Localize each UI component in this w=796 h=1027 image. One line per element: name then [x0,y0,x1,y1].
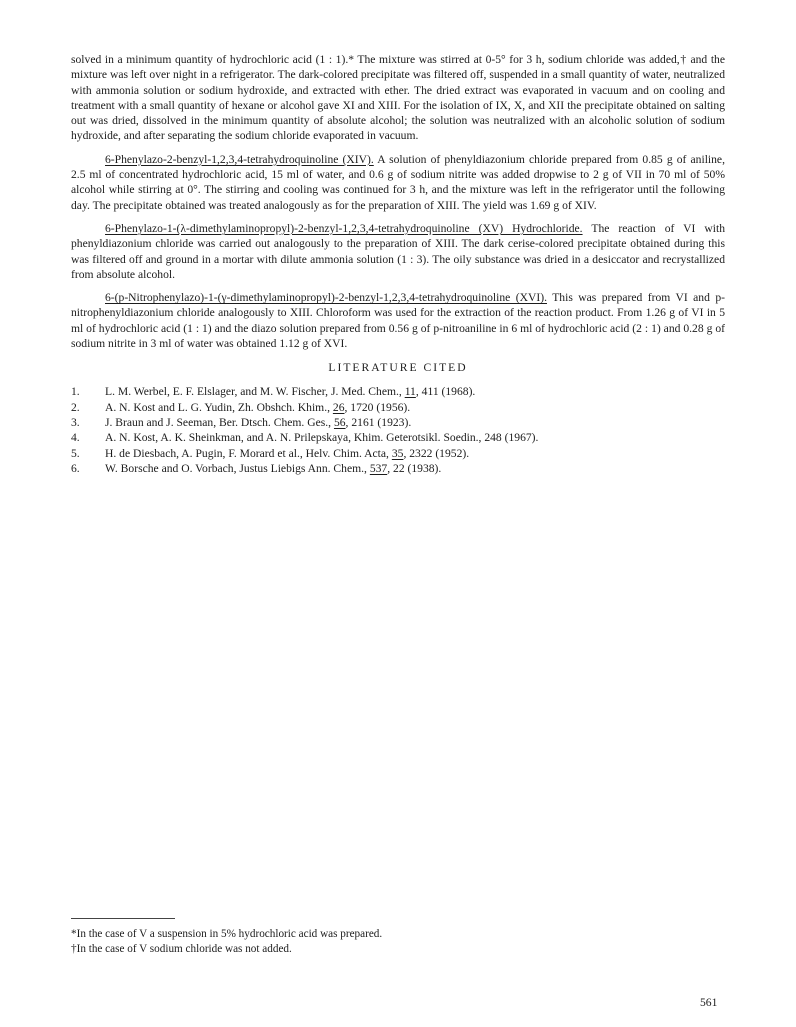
compound-xv-body: The reaction of VI with phenyldiazonium chloride was carried out analogously to the preparation of XIII. The dark cerise-colored precipitate obtained during this was filtered off and ground in a mortar with dilute ammonia solution (1 : 3). The oily substance was dried in a desiccator and recrystallized from absolute alcohol. [71,221,726,281]
reference-number: 6. [71,461,80,475]
reference-item [71,461,725,476]
reference-item [71,446,725,461]
compound-xvi-title: 6-(p-Nitrophenylazo)-1-(γ-dimethylaminopropyl)-2-benzyl-1,2,3,4-tetrahydroquinoline (XVI). [105,291,547,305]
reference-number: 4. [71,431,80,445]
reference-volume: 26 [332,400,345,414]
compound-xiv-title: 6-Phenylazo-2-benzyl-1,2,3,4-tetrahydroquinoline (XIV). [105,152,374,166]
reference-citation: J. Braun and J. Seeman, Ber. Dtsch. Chem. Ges., [105,415,334,429]
compound-xiv-body: A solution of phenyldiazonium chloride prepared from 0.85 g of aniline, 2.5 ml of concentrated hydrochloric acid, 15 ml of water, and 0.6 g of sodium nitrite was added dropwise to 2 g of VII in 70 ml of 50% alcohol while stirring at 0°. The stirring and cooling was continued for 3 h, and the mixture was left in the refrigerator until the following day. The precipitate obtained was treated analogously as for the preparation of XIII. The yield was 1.69 g of XIV. [71,152,725,212]
reference-pages: , 2322 (1952). [403,446,470,460]
reference-citation: H. de Diesbach, A. Pugin, F. Morard et al., Helv. Chim. Acta, [105,446,392,460]
reference-volume: 56 [333,415,346,429]
reference-citation: A. N. Kost, A. K. Sheinkman, and A. N. Prilepskaya, Khim. Geterotsikl. Soedin., 248 (1967). [105,431,539,445]
footnote-divider [71,918,175,919]
reference-text [105,446,725,461]
reference-item [71,400,725,415]
compound-xvi-body: This was prepared from VI and p-nitrophenyldiazonium chloride analogously to XIII. Chloroform was used for the extraction of the reaction product. From 1.26 g of VI in 5 ml of hydrochloric acid (1 : 1) and the diazo solution prepared from 0.56 g of p-nitroaniline in 6 ml of hydrochloric acid (2 : 1) and 0.28 g of sodium nitrite in 3 ml of water was obtained 1.12 g of XVI. [71,291,726,351]
reference-volume: 537 [369,461,388,475]
footnotes [71,918,725,957]
reference-number: 5. [71,446,80,460]
reference-citation: A. N. Kost and L. G. Yudin, Zh. Obshch. Khim., [105,400,333,414]
reference-text [105,430,725,445]
reference-number: 1. [71,385,80,399]
reference-item [71,384,725,399]
literature-cited-heading: LITERATURE CITED [328,361,468,375]
reference-text [105,415,725,430]
compound-xv-title: 6-Phenylazo-1-(λ-dimethylaminopropyl)-2-benzyl-1,2,3,4-tetrahydroquinoline (XV) Hydrochloride. [105,221,583,235]
page-body [71,52,725,476]
reference-number: 3. [71,415,80,429]
reference-pages: , 411 (1968). [415,385,476,399]
reference-citation: L. M. Werbel, E. F. Elslager, and M. W. Fischer, J. Med. Chem., [105,385,405,399]
paragraph-procedure-continued: solved in a minimum quantity of hydrochloric acid (1 : 1).* The mixture was stirred at 0-5° for 3 h, sodium chloride was added,† and the mixture was left over night in a refrigerator. The dark-colored precipitate was filtered off, suspended in a small quantity of water, neutralized with ammonia solution or sodium hydroxide, and extracted with ether. The dried extract was evaporated in vacuum and on cooling and treatment with a small quantity of hexane or alcohol gave XI and XIII. For the isolation of IX, X, and XII the precipitate obtained on salting out was dried, dissolved in the minimum quantity of absolute alcohol; the solution was neutralized with an alcoholic solution of sodium hydroxide, and after separating the sodium chloride evaporated in vacuum. [71,53,725,143]
reference-list [71,384,725,476]
reference-pages: , 22 (1938). [387,461,442,475]
paragraph-compound-xvi [71,290,725,351]
reference-pages: , 1720 (1956). [344,400,411,414]
reference-volume: 11 [404,385,416,399]
reference-text [105,384,725,399]
footnote-dagger: †In the case of V sodium chloride was not added. [71,943,292,955]
reference-item [71,430,725,445]
paragraph-compound-xv [71,221,725,282]
page-number: 561 [700,996,718,1009]
reference-pages: , 2161 (1923). [345,415,412,429]
reference-number: 2. [71,400,80,414]
reference-text [105,400,725,415]
reference-citation: W. Borsche and O. Vorbach, Justus Liebigs Ann. Chem., [105,461,370,475]
paragraph-compound-xiv [71,152,725,213]
reference-text [105,461,725,476]
reference-item [71,415,725,430]
reference-volume: 35 [391,446,404,460]
footnote-asterisk: *In the case of V a suspension in 5% hydrochloric acid was prepared. [71,928,383,940]
